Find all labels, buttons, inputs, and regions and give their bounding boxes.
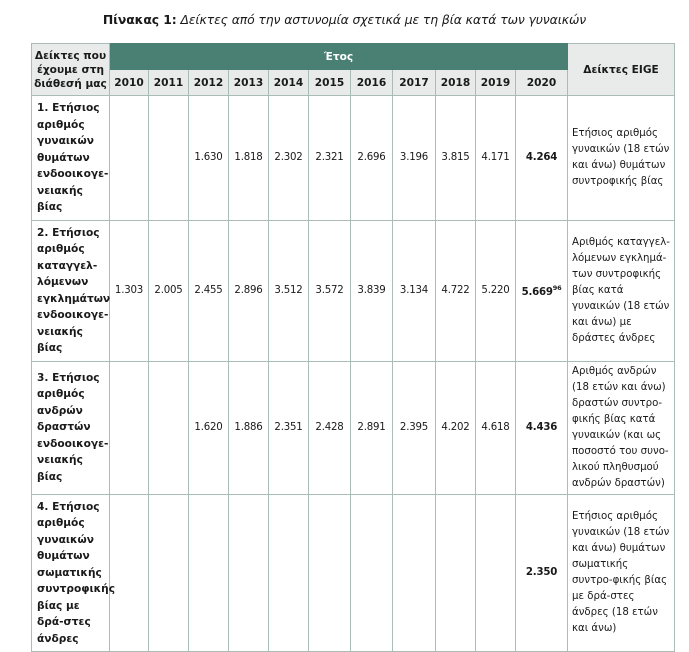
value-cell-2015 — [309, 361, 351, 494]
value-cell-2020 — [516, 96, 568, 221]
value-text: 4.202 — [441, 422, 470, 433]
value-cell-2010 — [110, 361, 149, 494]
value-text: 3.815 — [441, 152, 470, 164]
value-cell-2014 — [269, 361, 309, 494]
value-cell-2011 — [149, 361, 189, 494]
value-cell-2019 — [476, 220, 516, 361]
value-text: 1.630 — [194, 152, 223, 164]
row-indicator-label: 4. Ετήσιος αριθμός γυναικών θυμάτων σωματικής συντροφικής βίας με δρά-στες άνδρες — [32, 494, 110, 652]
year-group-header: Έτος — [110, 44, 568, 70]
row-indicator-label: 1. Ετήσιος αριθμός γυναικών θυμάτων ενδοοικογε-νειακής βίας — [32, 96, 110, 221]
row-indicator-label: 3. Ετήσιος αριθμός ανδρών δραστών ενδοοικογε-νειακής βίας — [32, 361, 110, 494]
year-header-2012: 2012 — [189, 70, 229, 96]
footnote-marker: 96 — [552, 283, 562, 292]
value-text: 2.005 — [154, 285, 183, 296]
value-text: 4.436 — [525, 422, 558, 433]
value-cell-2018 — [436, 361, 476, 494]
table-row — [32, 361, 675, 494]
value-text: 3.572 — [315, 285, 344, 296]
value-cell-2019 — [476, 96, 516, 221]
value-cell-2013 — [229, 220, 269, 361]
value-cell-2013 — [229, 361, 269, 494]
year-header-2011: 2011 — [149, 70, 189, 96]
value-text: 1.818 — [234, 152, 263, 164]
value-text: 2.455 — [194, 285, 223, 296]
police-indicators-table — [31, 43, 675, 652]
year-header-2016: 2016 — [351, 70, 393, 96]
value-cell-2016 — [351, 96, 393, 221]
value-text: 2.321 — [315, 152, 344, 164]
value-cell-2016 — [351, 361, 393, 494]
value-text: 5.669 — [521, 286, 553, 298]
row-indicator-label: 2. Ετήσιος αριθμός καταγγελ-λόμενων εγκλημάτων ενδοοικογε-νειακής βίας — [32, 220, 110, 361]
year-header-2019: 2019 — [476, 70, 516, 96]
value-text: 2.428 — [315, 422, 344, 433]
value-text: 2.896 — [234, 285, 263, 296]
value-cell-2011 — [149, 96, 189, 221]
value-cell-2014 — [269, 220, 309, 361]
year-header-2013: 2013 — [229, 70, 269, 96]
value-cell-2010 — [110, 220, 149, 361]
value-text: 2.350 — [525, 567, 558, 579]
value-cell-2011 — [149, 220, 189, 361]
value-cell-2014 — [269, 96, 309, 221]
year-header-2010: 2010 — [110, 70, 149, 96]
value-text: 4.171 — [481, 152, 510, 164]
eige-indicator-description: Αριθμός καταγγελ-λόμενων εγκλημά-των συντροφικής βίας κατά γυναικών (18 ετών και άνω) με δράστες άνδρες — [568, 220, 675, 361]
value-text: 3.134 — [399, 285, 429, 296]
header-row-1 — [32, 44, 675, 70]
value-cell-2017 — [393, 96, 436, 221]
indicators-header: Δείκτες που έχουμε στη διάθεσή μας — [32, 44, 110, 96]
value-cell-2010 — [110, 96, 149, 221]
value-text: 1.620 — [194, 422, 223, 433]
table-row — [32, 220, 675, 361]
value-cell-2017 — [393, 361, 436, 494]
eige-indicator-description: Αριθμός ανδρών (18 ετών και άνω) δραστών συντρο-φικής βίας κατά γυναικών (και ως ποσοστό του συνο-λικού πληθυσμού ανδρών δραστών) — [568, 361, 675, 494]
value-text: 4.722 — [441, 285, 470, 296]
eige-indicator-description: Ετήσιος αριθμός γυναικών (18 ετών και άνω) θυμάτων σωματικής συντρο-φικής βίας με δρά-στες άνδρες (18 ετών και άνω) — [568, 494, 675, 652]
value-text: 3.196 — [399, 152, 429, 164]
value-cell-2015 — [309, 96, 351, 221]
value-cell-2017 — [393, 220, 436, 361]
value-text: 3.839 — [357, 285, 386, 296]
eige-indicator-description: Ετήσιος αριθμός γυναικών (18 ετών και άνω) θυμάτων συντροφικής βίας — [568, 96, 675, 221]
value-text: 1.886 — [234, 422, 263, 433]
value-text: 1.303 — [114, 285, 144, 296]
value-text: 5.220 — [481, 285, 510, 296]
value-cell-2012 — [189, 220, 229, 361]
year-header-2017: 2017 — [393, 70, 436, 96]
year-header-2018: 2018 — [436, 70, 476, 96]
value-cell-2019 — [476, 361, 516, 494]
value-cell-2020 — [516, 220, 568, 361]
caption-prefix: Πίνακας 1: — [102, 12, 177, 27]
table-row — [32, 96, 675, 221]
year-header-2020: 2020 — [516, 70, 568, 96]
caption-title: Δείκτες από την αστυνομία σχετικά με τη βία κατά των γυναικών — [180, 12, 587, 27]
value-cell-2020 — [516, 361, 568, 494]
value-cell-2018 — [436, 220, 476, 361]
value-text: 4.264 — [525, 152, 558, 164]
year-header-2014: 2014 — [269, 70, 309, 96]
value-cell-2012 — [189, 361, 229, 494]
value-cell-2012 — [189, 96, 229, 221]
value-text: 2.696 — [357, 152, 386, 164]
eige-header: Δείκτες EIGE — [568, 44, 675, 96]
value-text: 2.351 — [274, 422, 303, 433]
value-text: 3.512 — [274, 285, 303, 296]
value-cell-2013 — [229, 96, 269, 221]
value-cell-2016 — [351, 220, 393, 361]
value-text: 2.302 — [274, 152, 303, 164]
value-cell-2018 — [436, 96, 476, 221]
value-cell-2015 — [309, 220, 351, 361]
value-text: 4.618 — [481, 422, 510, 433]
table-caption — [0, 12, 689, 27]
value-text: 2.891 — [357, 422, 386, 433]
value-text: 2.395 — [399, 422, 429, 433]
year-header-2015: 2015 — [309, 70, 351, 96]
